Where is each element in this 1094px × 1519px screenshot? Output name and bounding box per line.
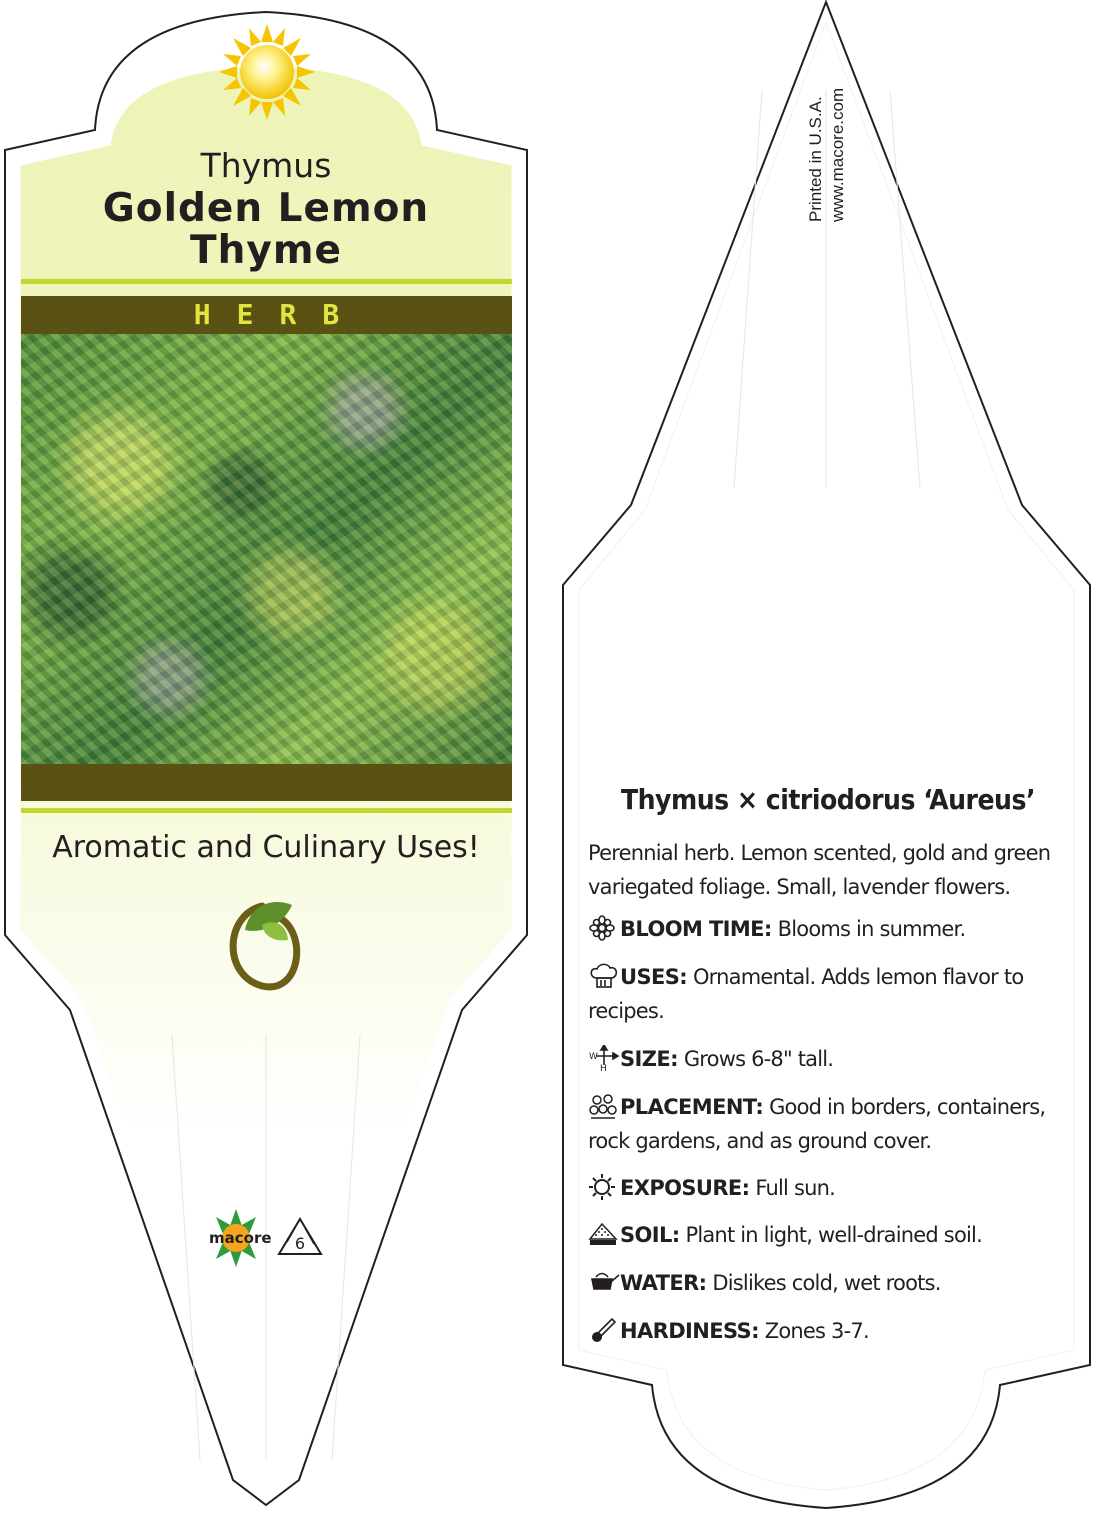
front-genus-name: Thymus [200,146,332,185]
plant-description: Perennial herb. Lemon scented, gold and green variegated foliage. Small, lavender flowers. [588,841,1051,899]
attribute-label: HARDINESS: [620,1319,759,1343]
attribute-value: Ornamental. Adds lemon flavor to recipes. [588,965,1024,1023]
watering-can-icon [588,1269,620,1295]
plant-photo-texture [21,334,512,764]
front-common-name [20,188,512,272]
attribute-label: WATER: [620,1271,707,1295]
attribute-value: Full sun. [755,1176,835,1200]
attribute-placement [588,1090,1068,1158]
flower-icon [588,915,620,941]
attribute-size [588,1042,1068,1076]
attribute-label: EXPOSURE: [620,1176,750,1200]
photo-bottom-band [21,764,512,801]
attribute-value: Dislikes cold, wet roots. [712,1271,941,1295]
soil-icon [588,1221,620,1247]
attribute-label: USES: [620,965,688,989]
attribute-label: SIZE: [620,1047,678,1071]
sun-icon [219,24,315,120]
size-arrows-icon [588,1045,620,1071]
attribute-soil [588,1218,1068,1252]
website-label: www.macore.com [828,87,847,222]
front-tagline: Aromatic and Culinary Uses! [52,830,480,865]
attribute-water [588,1266,1068,1300]
chef-hat-icon [588,963,620,989]
attribute-bloom-time [588,912,1068,946]
attribute-value: Good in borders, containers, rock gardens, and as ground cover. [588,1095,1046,1153]
attribute-label: BLOOM TIME: [620,917,772,941]
botanical-name: Thymus × citriodorus ‘Aureus’ [620,783,1036,816]
common-name-line-1: Golden Lemon [102,186,430,231]
attribute-label: PLACEMENT: [620,1095,764,1119]
size-w-letter: W [589,1052,598,1062]
thermometer-icon [588,1317,620,1343]
common-name-line-2: Thyme [190,228,342,273]
attribute-label: SOIL: [620,1223,680,1247]
attribute-exposure [588,1171,1068,1205]
sun-icon [588,1174,620,1200]
attribute-value: Zones 3-7. [764,1319,869,1343]
flowers-placement-icon [588,1093,620,1119]
attribute-value: Grows 6-8" tall. [683,1047,834,1071]
category-label: HERB [193,298,366,331]
printed-in-label: Printed in U.S.A. [806,96,825,222]
attribute-value: Blooms in summer. [777,917,966,941]
printed-info [805,88,849,222]
size-h-letter: H [600,1064,606,1071]
attribute-value: Plant in light, well-drained soil. [685,1223,982,1247]
attribute-uses [588,960,1068,1028]
plant-photo [21,334,512,764]
attribute-hardiness [588,1314,1068,1348]
macore-logo-text: macore [209,1229,272,1247]
recycle-code: 6 [294,1234,306,1253]
